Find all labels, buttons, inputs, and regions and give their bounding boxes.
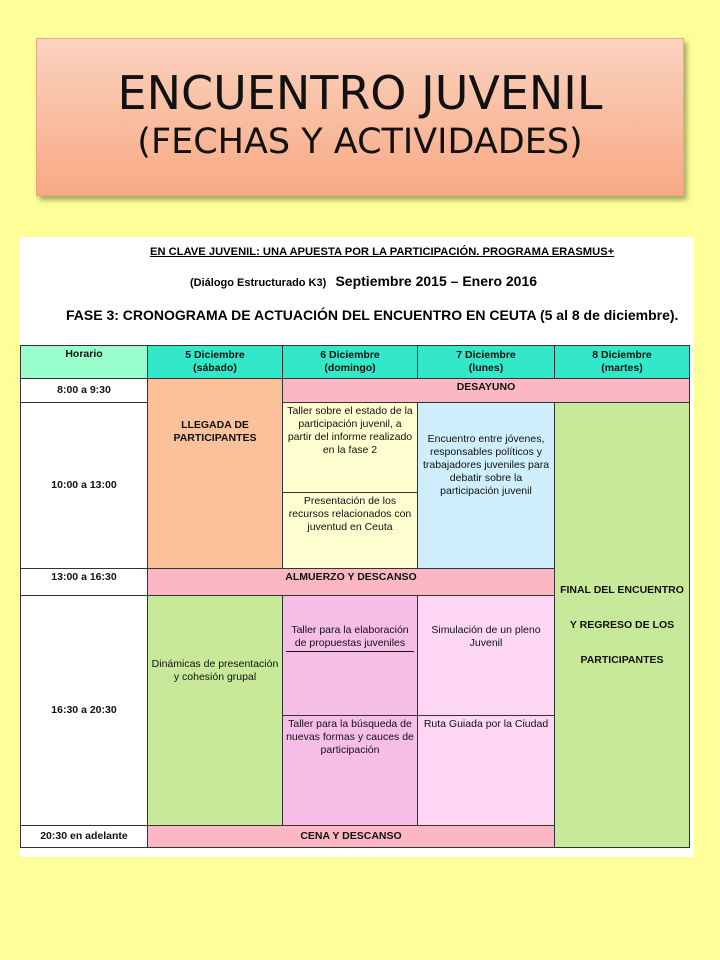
page-subtitle: (FECHAS Y ACTIVIDADES) — [137, 122, 583, 162]
time-slot: 20:30 en adelante — [21, 826, 148, 848]
cena-cell: CENA Y DESCANSO — [148, 826, 555, 848]
taller-estado-cell: Taller sobre el estado de la participación juvenil, a partir del informe realizado en la fase 2 — [283, 403, 418, 493]
final-cell — [555, 403, 690, 848]
page-title: ENCUENTRO JUVENIL — [117, 66, 603, 120]
schedule-document — [20, 237, 694, 857]
program-dates — [190, 273, 537, 289]
time-slot: 8:00 a 9:30 — [21, 379, 148, 403]
simulacion-cell: Simulación de un pleno Juvenil — [418, 596, 555, 716]
header-day-1: 5 Diciembre (sábado) — [148, 346, 283, 379]
time-slot: 13:00 a 16:30 — [21, 569, 148, 596]
program-dialog: (Diálogo Estructurado K3) — [190, 277, 327, 289]
presentacion-recursos-cell: Presentación de los recursos relacionados con juventud en Ceuta — [283, 493, 418, 569]
time-slot: 10:00 a 13:00 — [21, 403, 148, 569]
encuentro-cell: Encuentro entre jóvenes, responsables políticos y trabajadores juveniles para debatir sobre la participación juvenil — [418, 403, 555, 569]
almuerzo-cell: ALMUERZO Y DESCANSO — [148, 569, 555, 596]
program-period: Septiembre 2015 – Enero 2016 — [335, 273, 538, 289]
dinamicas-cell: Dinámicas de presentación y cohesión grupal — [148, 596, 283, 826]
desayuno-cell: DESAYUNO — [283, 379, 690, 403]
header-day-2: 6 Diciembre (domingo) — [283, 346, 418, 379]
header-day-4: 8 Diciembre (martes) — [555, 346, 690, 379]
taller-busqueda-cell: Taller para la búsqueda de nuevas formas y cauces de participación — [283, 716, 418, 826]
header-horario: Horario — [21, 346, 148, 379]
program-title: EN CLAVE JUVENIL: UNA APUESTA POR LA PARTICIPACIÓN. PROGRAMA ERASMUS+ — [150, 246, 615, 258]
taller-propuestas-cell: Taller para la elaboración de propuestas juveniles — [283, 596, 418, 716]
header-day-3: 7 Diciembre (lunes) — [418, 346, 555, 379]
time-slot: 16:30 a 20:30 — [21, 596, 148, 826]
document-header — [20, 237, 694, 345]
final-line-2: Y REGRESO DE LOS — [569, 618, 675, 631]
final-line-3: PARTICIPANTES — [580, 653, 664, 666]
llegada-cell: LLEGADA DE PARTICIPANTES — [148, 379, 283, 569]
ruta-cell: Ruta Guiada por la Ciudad — [418, 716, 555, 826]
title-box — [36, 38, 684, 196]
phase-title: FASE 3: CRONOGRAMA DE ACTUACIÓN DEL ENCUENTRO EN CEUTA (5 al 8 de diciembre). — [66, 307, 679, 323]
final-line-1: FINAL DEL ENCUENTRO — [560, 583, 684, 596]
header-row — [21, 346, 690, 379]
schedule-table — [20, 345, 690, 848]
